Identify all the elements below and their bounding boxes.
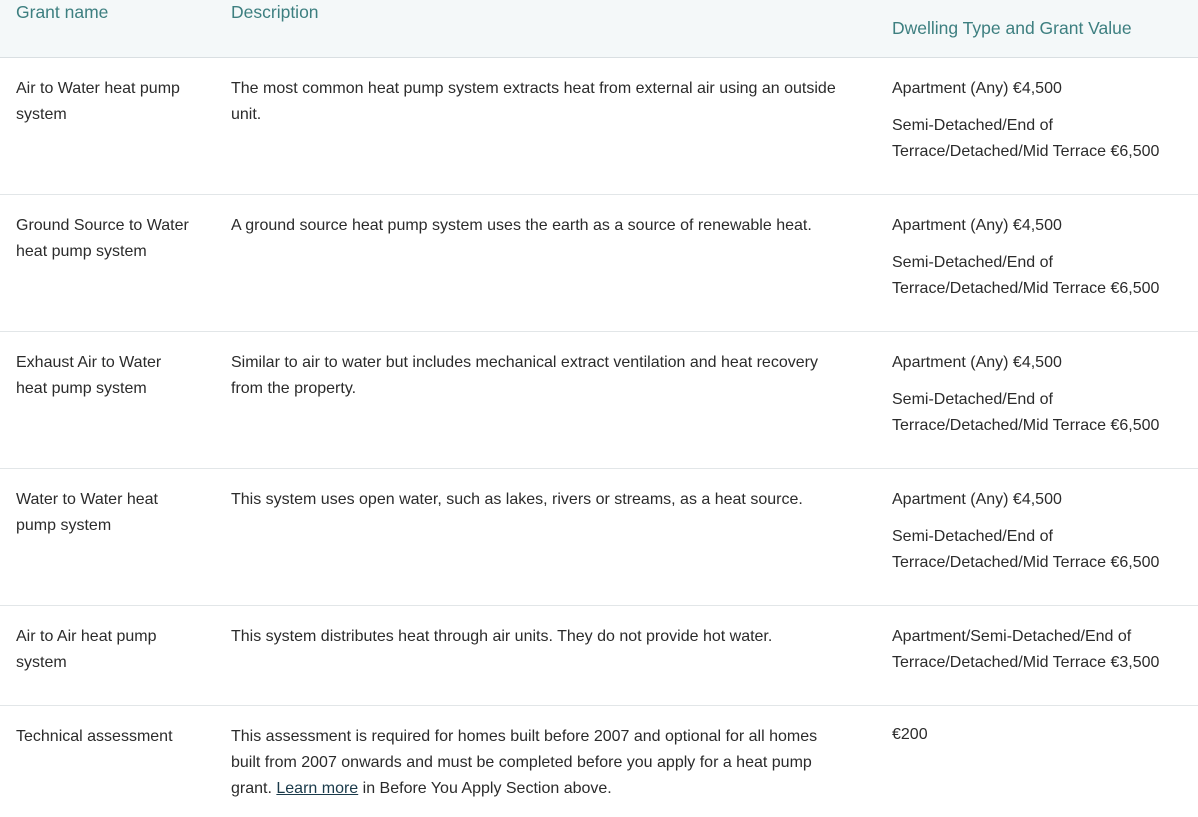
grant-name: Water to Water heat pump system bbox=[16, 490, 158, 534]
table-header bbox=[0, 0, 1198, 57]
grant-values bbox=[875, 605, 1198, 705]
table-row bbox=[0, 57, 1198, 194]
grant-value: Semi-Detached/End of Terrace/Detached/Mid Terrace €6,500 bbox=[892, 253, 1160, 297]
grant-value: Apartment (Any) €4,500 bbox=[892, 216, 1062, 234]
header-description: Description bbox=[231, 2, 319, 22]
grant-values bbox=[875, 331, 1198, 468]
grant-name: Technical assessment bbox=[16, 727, 173, 745]
table-row bbox=[0, 194, 1198, 331]
grant-values bbox=[875, 705, 1198, 816]
grant-value: Semi-Detached/End of Terrace/Detached/Mid Terrace €6,500 bbox=[892, 116, 1160, 160]
grant-values bbox=[875, 57, 1198, 194]
grant-values bbox=[875, 194, 1198, 331]
grant-value: Semi-Detached/End of Terrace/Detached/Mid Terrace €6,500 bbox=[892, 390, 1160, 434]
grant-value: Apartment/Semi-Detached/End of Terrace/Detached/Mid Terrace €3,500 bbox=[892, 627, 1160, 671]
table-row bbox=[0, 331, 1198, 468]
table-row bbox=[0, 468, 1198, 605]
grant-description: Similar to air to water but includes mechanical extract ventilation and heat recovery from the property. bbox=[231, 353, 818, 397]
grant-description: The most common heat pump system extracts heat from external air using an outside unit. bbox=[231, 79, 836, 123]
learn-more-link[interactable]: Learn more bbox=[276, 779, 359, 797]
grant-description: This system distributes heat through air units. They do not provide hot water. bbox=[231, 627, 773, 645]
grant-value: Apartment (Any) €4,500 bbox=[892, 353, 1062, 371]
grant-value: €200 bbox=[892, 725, 928, 743]
grant-value: Apartment (Any) €4,500 bbox=[892, 79, 1062, 97]
grant-value: Semi-Detached/End of Terrace/Detached/Mid Terrace €6,500 bbox=[892, 527, 1160, 571]
grant-name: Exhaust Air to Water heat pump system bbox=[16, 353, 162, 397]
grant-description bbox=[214, 705, 875, 816]
grant-value: Apartment (Any) €4,500 bbox=[892, 490, 1062, 508]
description-text: This assessment is required for homes built before 2007 and optional for all homes built from 2007 onwards and must be completed before you apply for a heat pump grant. bbox=[231, 727, 818, 797]
header-grant-name: Grant name bbox=[16, 2, 109, 22]
header-dwelling-type: Dwelling Type and Grant Value bbox=[892, 17, 1132, 38]
header-row bbox=[0, 0, 1198, 57]
grant-name: Ground Source to Water heat pump system bbox=[16, 216, 189, 260]
grant-description: This system uses open water, such as lakes, rivers or streams, as a heat source. bbox=[231, 490, 803, 508]
table-row bbox=[0, 605, 1198, 705]
description-text-after: in Before You Apply Section above. bbox=[362, 779, 612, 797]
grant-name: Air to Water heat pump system bbox=[16, 79, 180, 123]
grant-name: Air to Air heat pump system bbox=[16, 627, 157, 671]
grant-values bbox=[875, 468, 1198, 605]
grant-description: A ground source heat pump system uses the earth as a source of renewable heat. bbox=[231, 216, 812, 234]
table-row bbox=[0, 705, 1198, 816]
